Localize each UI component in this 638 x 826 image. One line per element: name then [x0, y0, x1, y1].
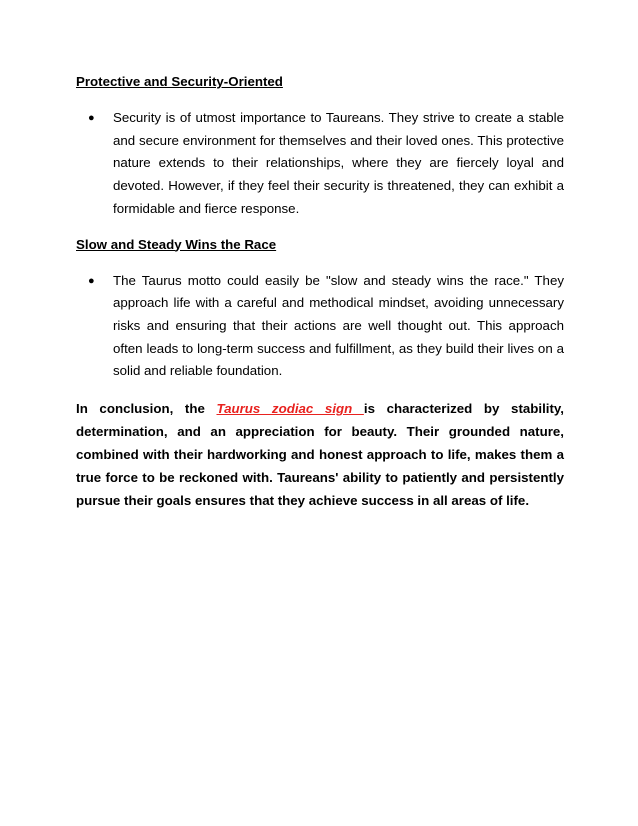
conclusion-text-end: is characterized by stability, determination, and an appreciation for beauty. Their grounded nature, combined with their hardworking and honest approach to life, makes them a true force to be reckoned with. Taureans' ability to patiently and persistently pursue their goals ensures that they achieve success in all areas of life. — [76, 401, 564, 509]
taurus-zodiac-sign-link[interactable]: Taurus zodiac sign — [216, 401, 364, 417]
list-item — [76, 107, 564, 221]
bullet-icon: ● — [88, 112, 95, 124]
bullet-icon: ● — [88, 274, 95, 287]
conclusion-text-start: In conclusion, the — [76, 401, 217, 417]
list-item — [76, 270, 564, 384]
bullet-text: Security is of utmost importance to Taureans. They strive to create a stable and secure environment for themselves and their loved ones. This protective nature extends to their relationships, where they are fiercely loyal and devoted. However, if they feel their security is threatened, they can exhibit a formidable and fierce response. — [113, 110, 564, 216]
bullet-text: The Taurus motto could easily be "slow and steady wins the race." They approach life with a careful and methodical mindset, avoiding unnecessary risks and ensuring that their actions are well thought out. This approach often leads to long-term success and fulfillment, as they build their lives on a solid and reliable foundation. — [113, 272, 564, 379]
section-heading-protective: Protective and Security-Oriented — [76, 74, 283, 89]
bullet-list-slow-steady — [76, 270, 564, 384]
section-heading-slow-steady: Slow and Steady Wins the Race — [76, 236, 277, 252]
conclusion-paragraph — [76, 397, 564, 512]
document-page — [76, 74, 564, 525]
bullet-list-protective — [76, 107, 564, 221]
